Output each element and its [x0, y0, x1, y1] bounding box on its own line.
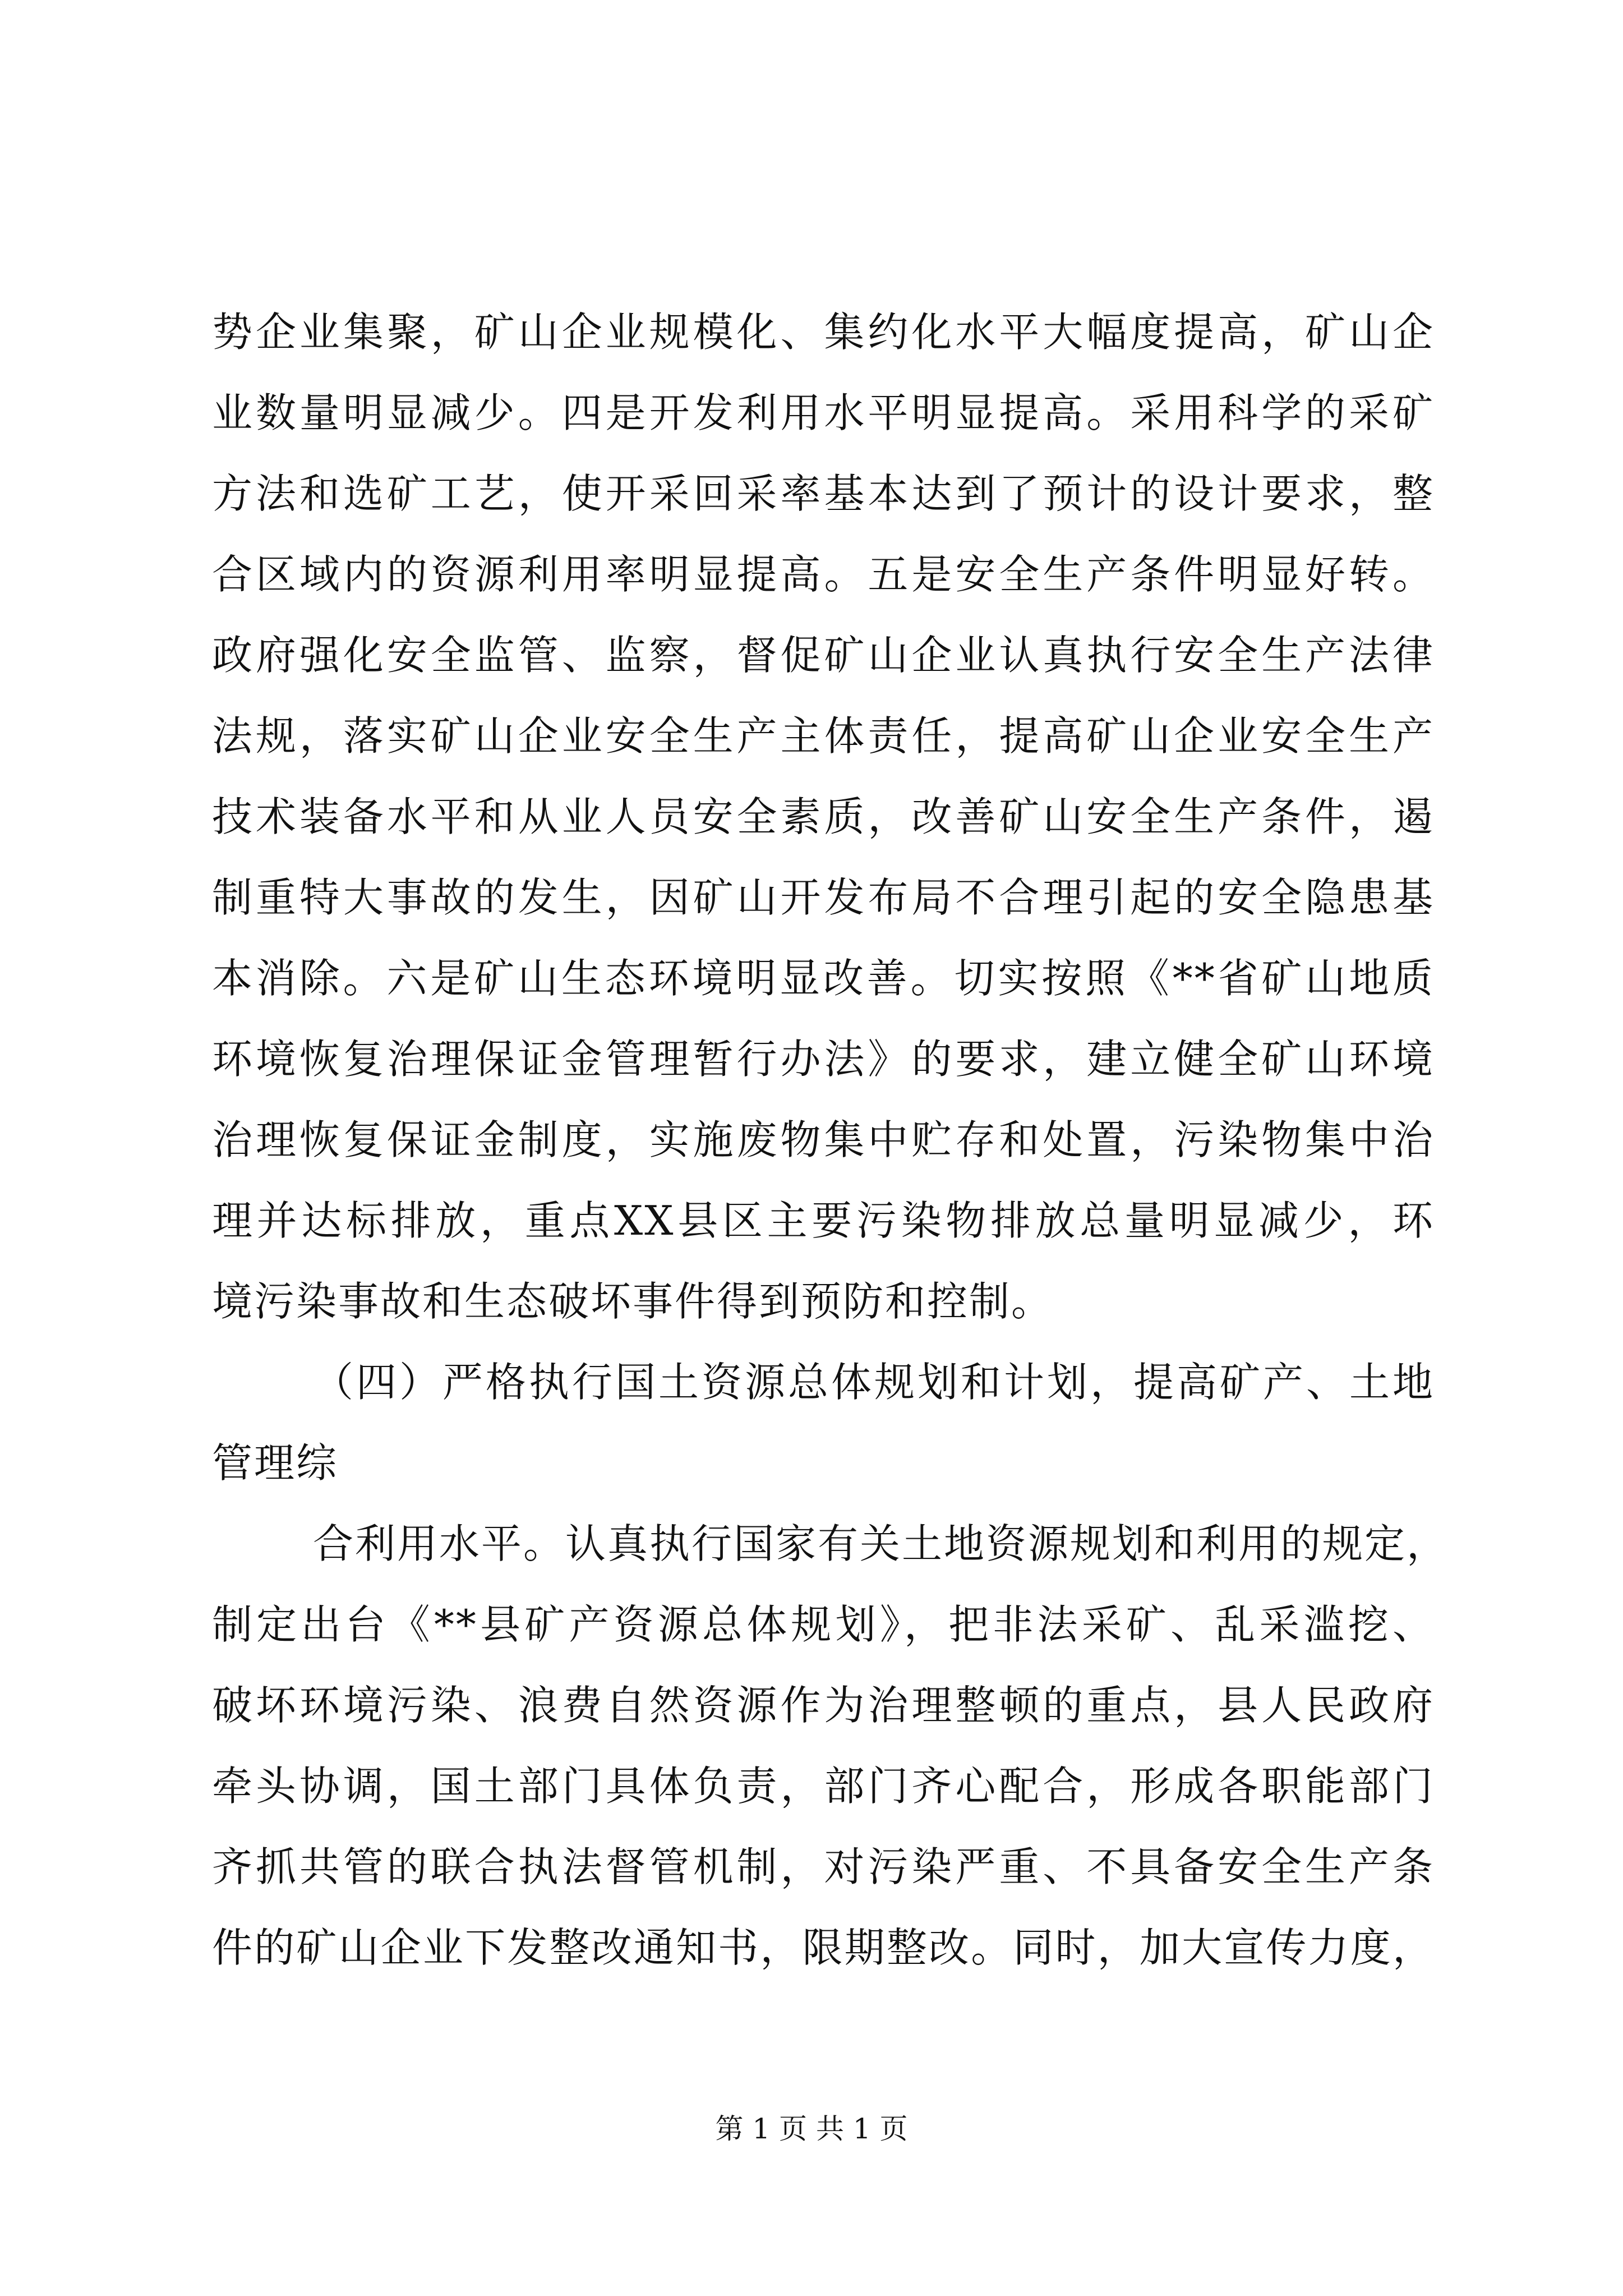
text-line: 业数量明显减少。四是开发利用水平明显提高。采用科学的采矿: [212, 389, 1435, 436]
body-text: [212, 292, 1449, 1988]
section-heading-continuation: 管理综: [212, 1439, 339, 1487]
text-line: 理并达标排放，重点XX县区主要污染物排放总量明显减少，环: [212, 1197, 1435, 1244]
text-line: 破坏环境污染、浪费自然资源作为治理整顿的重点，县人民政府: [212, 1682, 1435, 1729]
page-footer: 第 1 页 共 1 页: [715, 2113, 908, 2145]
text-line: 齐抓共管的联合执法督管机制，对污染严重、不具备安全生产条: [212, 1843, 1435, 1890]
text-line: 法规，落实矿山企业安全生产主体责任，提高矿山企业安全生产: [212, 712, 1435, 760]
text-line: 方法和选矿工艺，使开采回采率基本达到了预计的设计要求，整: [212, 470, 1435, 517]
text-line: 治理恢复保证金制度，实施废物集中贮存和处置，污染物集中治: [212, 1116, 1435, 1163]
text-line: 件的矿山企业下发整改通知书，限期整改。同时，加大宣传力度，: [212, 1924, 1435, 1971]
text-line: 制定出台《**县矿产资源总体规划》，把非法采矿、乱采滥挖、: [212, 1601, 1435, 1648]
section-heading-line: （四）严格执行国土资源总体规划和计划，提高矿产、土地: [313, 1359, 1435, 1406]
text-line: 本消除。六是矿山生态环境明显改善。切实按照《**省矿山地质: [212, 955, 1435, 1002]
text-line: 牵头协调，国土部门具体负责，部门齐心配合，形成各职能部门: [212, 1763, 1435, 1810]
text-line: 技术装备水平和从业人员安全素质，改善矿山安全生产条件，遏: [212, 793, 1435, 840]
text-line: 合区域内的资源利用率明显提高。五是安全生产条件明显好转。: [212, 551, 1435, 598]
text-line: 境污染事故和生态破坏事件得到预防和控制。: [212, 1278, 1054, 1325]
paragraph-first-line: 合利用水平。认真执行国家有关土地资源规划和利用的规定，: [313, 1520, 1449, 1567]
text-line: 政府强化安全监管、监察，督促矿山企业认真执行安全生产法律: [212, 632, 1435, 679]
text-line: 势企业集聚，矿山企业规模化、集约化水平大幅度提高，矿山企: [212, 309, 1435, 356]
text-line: 环境恢复治理保证金管理暂行办法》的要求，建立健全矿山环境: [212, 1036, 1435, 1083]
text-line: 制重特大事故的发生，因矿山开发布局不合理引起的安全隐患基: [212, 874, 1435, 921]
